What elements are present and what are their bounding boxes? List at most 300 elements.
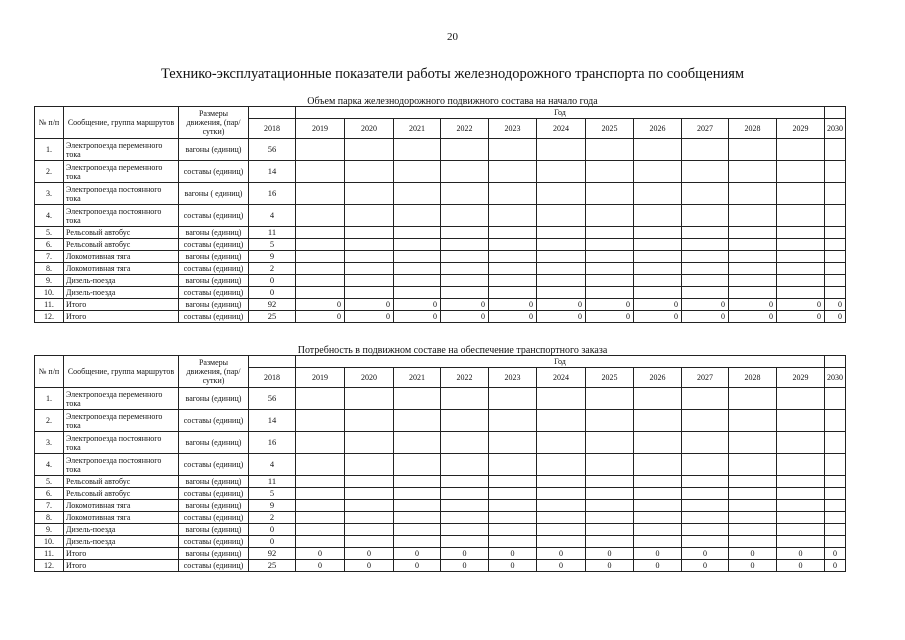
row-value-2025 bbox=[586, 512, 634, 524]
row-number: 2. bbox=[35, 410, 64, 432]
row-value-2021 bbox=[394, 251, 441, 263]
row-value-2027 bbox=[682, 287, 729, 299]
row-number: 8. bbox=[35, 263, 64, 275]
row-value-2021 bbox=[394, 161, 441, 183]
row-value-2028 bbox=[729, 227, 777, 239]
row-value-2030 bbox=[825, 139, 846, 161]
row-value-2021 bbox=[394, 432, 441, 454]
row-value-2022: 0 bbox=[441, 548, 489, 560]
table-title: Объем парка железнодорожного подвижного состава на начало года bbox=[307, 96, 598, 107]
row-value-2022 bbox=[441, 488, 489, 500]
row-value-2019 bbox=[296, 239, 345, 251]
row-value-2021 bbox=[394, 488, 441, 500]
table-row bbox=[35, 500, 846, 512]
row-value-2030 bbox=[825, 500, 846, 512]
row-value-2028: 0 bbox=[729, 311, 777, 323]
row-number: 8. bbox=[35, 512, 64, 524]
row-unit: вагоны (единиц) bbox=[179, 227, 249, 239]
row-value-2025 bbox=[586, 239, 634, 251]
row-value-2029: 0 bbox=[777, 548, 825, 560]
row-route-group: Дизель-поезда bbox=[64, 287, 179, 299]
row-value-2025 bbox=[586, 275, 634, 287]
row-value-2030 bbox=[825, 536, 846, 548]
row-value-2029 bbox=[777, 263, 825, 275]
table-row bbox=[35, 488, 846, 500]
row-number: 10. bbox=[35, 287, 64, 299]
row-value-2022 bbox=[441, 476, 489, 488]
row-value-2019 bbox=[296, 275, 345, 287]
row-value-2030 bbox=[825, 251, 846, 263]
row-unit: вагоны (единиц) bbox=[179, 476, 249, 488]
row-value-2027 bbox=[682, 488, 729, 500]
column-header-year-group: Год bbox=[296, 356, 825, 368]
row-value-2020 bbox=[345, 500, 394, 512]
row-value-2027 bbox=[682, 432, 729, 454]
row-value-2019 bbox=[296, 500, 345, 512]
row-value-2024 bbox=[537, 488, 586, 500]
table-row bbox=[35, 512, 846, 524]
row-value-2019 bbox=[296, 161, 345, 183]
row-value-2026 bbox=[634, 410, 682, 432]
row-value-2022 bbox=[441, 227, 489, 239]
year-header-2020: 2020 bbox=[345, 368, 394, 388]
row-value-2025 bbox=[586, 388, 634, 410]
row-value-2028: 0 bbox=[729, 548, 777, 560]
row-value-2019 bbox=[296, 205, 345, 227]
row-unit: составы (единиц) bbox=[179, 311, 249, 323]
row-value-2023 bbox=[489, 488, 537, 500]
year-header-2022: 2022 bbox=[441, 119, 489, 139]
column-header-year-group: Год bbox=[296, 107, 825, 119]
row-unit: составы (единиц) bbox=[179, 205, 249, 227]
row-value-2021: 0 bbox=[394, 299, 441, 311]
row-value-2018: 25 bbox=[249, 311, 296, 323]
row-value-2029 bbox=[777, 500, 825, 512]
table-row bbox=[35, 454, 846, 476]
row-value-2021: 0 bbox=[394, 311, 441, 323]
row-value-2021 bbox=[394, 388, 441, 410]
row-value-2022: 0 bbox=[441, 560, 489, 572]
row-route-group: Дизель-поезда bbox=[64, 275, 179, 287]
row-value-2022 bbox=[441, 536, 489, 548]
row-value-2020 bbox=[345, 227, 394, 239]
row-value-2027: 0 bbox=[682, 299, 729, 311]
column-header-base-year-spacer bbox=[249, 107, 296, 119]
row-value-2027: 0 bbox=[682, 560, 729, 572]
row-value-2030 bbox=[825, 432, 846, 454]
row-value-2018: 0 bbox=[249, 287, 296, 299]
row-value-2028 bbox=[729, 161, 777, 183]
row-value-2030 bbox=[825, 410, 846, 432]
row-value-2020 bbox=[345, 536, 394, 548]
row-value-2024: 0 bbox=[537, 311, 586, 323]
row-route-group: Электропоезда переменного тока bbox=[64, 139, 179, 161]
row-value-2027: 0 bbox=[682, 548, 729, 560]
row-value-2019: 0 bbox=[296, 311, 345, 323]
row-value-2030 bbox=[825, 275, 846, 287]
row-value-2030 bbox=[825, 488, 846, 500]
row-value-2027 bbox=[682, 454, 729, 476]
table-row bbox=[35, 161, 846, 183]
row-value-2025 bbox=[586, 287, 634, 299]
row-value-2028 bbox=[729, 388, 777, 410]
row-value-2023 bbox=[489, 454, 537, 476]
row-value-2018: 0 bbox=[249, 275, 296, 287]
row-value-2026: 0 bbox=[634, 548, 682, 560]
row-value-2019 bbox=[296, 227, 345, 239]
row-number: 6. bbox=[35, 488, 64, 500]
row-value-2029: 0 bbox=[777, 560, 825, 572]
row-value-2023 bbox=[489, 512, 537, 524]
row-value-2029 bbox=[777, 536, 825, 548]
row-value-2021 bbox=[394, 239, 441, 251]
row-value-2022 bbox=[441, 251, 489, 263]
row-value-2029 bbox=[777, 251, 825, 263]
year-header-2026: 2026 bbox=[634, 368, 682, 388]
column-header-last-spacer bbox=[825, 356, 846, 368]
row-value-2021 bbox=[394, 275, 441, 287]
table-row bbox=[35, 275, 846, 287]
column-header-group: Сообщение, группа маршрутов bbox=[64, 356, 179, 388]
row-value-2020 bbox=[345, 275, 394, 287]
row-unit: вагоны (единиц) bbox=[179, 275, 249, 287]
document-title: Технико-эксплуатационные показатели работы железнодорожного транспорта по сообщениям bbox=[160, 66, 745, 82]
row-value-2029: 0 bbox=[777, 299, 825, 311]
row-value-2022 bbox=[441, 263, 489, 275]
table-row bbox=[35, 536, 846, 548]
row-value-2026 bbox=[634, 500, 682, 512]
row-route-group: Электропоезда переменного тока bbox=[64, 410, 179, 432]
row-value-2028: 0 bbox=[729, 299, 777, 311]
row-number: 11. bbox=[35, 548, 64, 560]
row-value-2023: 0 bbox=[489, 311, 537, 323]
row-unit: составы (единиц) bbox=[179, 161, 249, 183]
row-value-2025: 0 bbox=[586, 560, 634, 572]
row-unit: вагоны ( единиц) bbox=[179, 183, 249, 205]
row-value-2020 bbox=[345, 476, 394, 488]
row-value-2021 bbox=[394, 524, 441, 536]
year-header-2030: 2030 bbox=[825, 119, 846, 139]
row-value-2021 bbox=[394, 454, 441, 476]
row-route-group: Рельсовый автобус bbox=[64, 227, 179, 239]
row-value-2020: 0 bbox=[345, 548, 394, 560]
row-value-2028 bbox=[729, 500, 777, 512]
row-value-2024: 0 bbox=[537, 548, 586, 560]
row-value-2026 bbox=[634, 239, 682, 251]
row-value-2025 bbox=[586, 183, 634, 205]
row-value-2024 bbox=[537, 263, 586, 275]
year-header-2024: 2024 bbox=[537, 119, 586, 139]
row-value-2018: 14 bbox=[249, 410, 296, 432]
row-route-group: Итого bbox=[64, 548, 179, 560]
row-value-2022 bbox=[441, 512, 489, 524]
row-value-2020 bbox=[345, 512, 394, 524]
row-value-2030 bbox=[825, 183, 846, 205]
row-route-group: Электропоезда переменного тока bbox=[64, 161, 179, 183]
row-value-2024 bbox=[537, 524, 586, 536]
column-header-last-spacer bbox=[825, 107, 846, 119]
row-value-2019: 0 bbox=[296, 548, 345, 560]
row-route-group: Электропоезда переменного тока bbox=[64, 388, 179, 410]
row-unit: составы (единиц) bbox=[179, 239, 249, 251]
row-value-2028 bbox=[729, 524, 777, 536]
row-value-2029 bbox=[777, 205, 825, 227]
year-header-2020: 2020 bbox=[345, 119, 394, 139]
row-value-2022 bbox=[441, 183, 489, 205]
row-value-2025 bbox=[586, 476, 634, 488]
row-route-group: Рельсовый автобус bbox=[64, 476, 179, 488]
row-value-2021 bbox=[394, 536, 441, 548]
row-value-2021 bbox=[394, 205, 441, 227]
row-value-2028 bbox=[729, 454, 777, 476]
row-value-2024 bbox=[537, 139, 586, 161]
row-value-2028 bbox=[729, 476, 777, 488]
row-value-2027 bbox=[682, 161, 729, 183]
row-unit: вагоны (единиц) bbox=[179, 500, 249, 512]
row-value-2030 bbox=[825, 512, 846, 524]
row-value-2020 bbox=[345, 251, 394, 263]
row-value-2030: 0 bbox=[825, 311, 846, 323]
row-value-2019 bbox=[296, 251, 345, 263]
row-value-2029 bbox=[777, 410, 825, 432]
row-value-2028 bbox=[729, 275, 777, 287]
row-value-2027 bbox=[682, 275, 729, 287]
row-value-2022: 0 bbox=[441, 299, 489, 311]
row-value-2018: 92 bbox=[249, 299, 296, 311]
row-value-2026 bbox=[634, 476, 682, 488]
row-route-group: Электропоезда постоянного тока bbox=[64, 432, 179, 454]
row-value-2029 bbox=[777, 524, 825, 536]
row-value-2020 bbox=[345, 388, 394, 410]
row-number: 1. bbox=[35, 139, 64, 161]
row-value-2022 bbox=[441, 432, 489, 454]
row-route-group: Рельсовый автобус bbox=[64, 239, 179, 251]
row-value-2023 bbox=[489, 287, 537, 299]
row-value-2024 bbox=[537, 251, 586, 263]
row-value-2029 bbox=[777, 454, 825, 476]
row-value-2024 bbox=[537, 410, 586, 432]
row-value-2022 bbox=[441, 388, 489, 410]
row-value-2021: 0 bbox=[394, 560, 441, 572]
row-value-2020 bbox=[345, 239, 394, 251]
row-value-2023 bbox=[489, 183, 537, 205]
row-value-2019 bbox=[296, 388, 345, 410]
row-route-group: Локомотивная тяга bbox=[64, 251, 179, 263]
row-value-2024 bbox=[537, 432, 586, 454]
row-number: 2. bbox=[35, 161, 64, 183]
table-title: Потребность в подвижном составе на обеспечение транспортного заказа bbox=[297, 345, 608, 356]
year-header-2023: 2023 bbox=[489, 368, 537, 388]
row-value-2020 bbox=[345, 161, 394, 183]
row-value-2022 bbox=[441, 287, 489, 299]
row-value-2026 bbox=[634, 536, 682, 548]
year-header-2019: 2019 bbox=[296, 368, 345, 388]
row-value-2025 bbox=[586, 500, 634, 512]
table-row bbox=[35, 524, 846, 536]
row-value-2026 bbox=[634, 183, 682, 205]
year-header-2021: 2021 bbox=[394, 368, 441, 388]
row-value-2023 bbox=[489, 500, 537, 512]
row-value-2029 bbox=[777, 512, 825, 524]
year-header-2024: 2024 bbox=[537, 368, 586, 388]
year-header-2025: 2025 bbox=[586, 119, 634, 139]
row-value-2018: 14 bbox=[249, 161, 296, 183]
row-value-2019 bbox=[296, 263, 345, 275]
rolling-stock-demand-table bbox=[34, 355, 846, 572]
year-header-2026: 2026 bbox=[634, 119, 682, 139]
row-value-2025 bbox=[586, 205, 634, 227]
row-value-2030 bbox=[825, 454, 846, 476]
row-value-2029 bbox=[777, 183, 825, 205]
table-row bbox=[35, 410, 846, 432]
row-value-2024 bbox=[537, 287, 586, 299]
table-row bbox=[35, 476, 846, 488]
row-number: 7. bbox=[35, 251, 64, 263]
row-value-2029 bbox=[777, 139, 825, 161]
row-value-2021 bbox=[394, 500, 441, 512]
row-value-2029 bbox=[777, 476, 825, 488]
row-value-2025 bbox=[586, 410, 634, 432]
row-value-2026 bbox=[634, 161, 682, 183]
row-value-2030 bbox=[825, 287, 846, 299]
row-value-2026 bbox=[634, 139, 682, 161]
row-value-2022 bbox=[441, 500, 489, 512]
column-header-num: № п/п bbox=[35, 107, 64, 139]
row-value-2025 bbox=[586, 161, 634, 183]
table-row bbox=[35, 388, 846, 410]
row-value-2027 bbox=[682, 536, 729, 548]
row-value-2019 bbox=[296, 524, 345, 536]
row-value-2018: 92 bbox=[249, 548, 296, 560]
row-value-2021 bbox=[394, 476, 441, 488]
row-value-2019 bbox=[296, 432, 345, 454]
row-value-2024: 0 bbox=[537, 560, 586, 572]
row-unit: вагоны (единиц) bbox=[179, 524, 249, 536]
row-value-2020: 0 bbox=[345, 560, 394, 572]
row-value-2027 bbox=[682, 227, 729, 239]
row-value-2021: 0 bbox=[394, 548, 441, 560]
row-value-2028 bbox=[729, 536, 777, 548]
year-header-2021: 2021 bbox=[394, 119, 441, 139]
row-unit: вагоны (единиц) bbox=[179, 548, 249, 560]
row-number: 6. bbox=[35, 239, 64, 251]
row-value-2019 bbox=[296, 454, 345, 476]
row-value-2029 bbox=[777, 388, 825, 410]
row-value-2026 bbox=[634, 275, 682, 287]
row-value-2018: 4 bbox=[249, 205, 296, 227]
row-value-2028 bbox=[729, 139, 777, 161]
row-value-2018: 11 bbox=[249, 476, 296, 488]
row-number: 3. bbox=[35, 432, 64, 454]
row-value-2020 bbox=[345, 263, 394, 275]
row-value-2029 bbox=[777, 432, 825, 454]
year-header-2018: 2018 bbox=[249, 368, 296, 388]
row-unit: вагоны (единиц) bbox=[179, 432, 249, 454]
table-row bbox=[35, 183, 846, 205]
row-value-2027 bbox=[682, 205, 729, 227]
row-value-2023 bbox=[489, 161, 537, 183]
row-value-2030 bbox=[825, 205, 846, 227]
row-value-2026 bbox=[634, 287, 682, 299]
table-row bbox=[35, 432, 846, 454]
row-value-2023 bbox=[489, 227, 537, 239]
table-row bbox=[35, 263, 846, 275]
row-value-2022 bbox=[441, 410, 489, 432]
row-value-2025 bbox=[586, 536, 634, 548]
row-value-2018: 0 bbox=[249, 536, 296, 548]
row-unit: вагоны (единиц) bbox=[179, 388, 249, 410]
row-value-2029 bbox=[777, 287, 825, 299]
row-value-2027 bbox=[682, 139, 729, 161]
row-value-2027 bbox=[682, 512, 729, 524]
year-header-2028: 2028 bbox=[729, 119, 777, 139]
row-value-2029 bbox=[777, 227, 825, 239]
row-value-2021 bbox=[394, 263, 441, 275]
row-value-2026 bbox=[634, 454, 682, 476]
row-value-2023: 0 bbox=[489, 299, 537, 311]
row-value-2021 bbox=[394, 139, 441, 161]
row-value-2024 bbox=[537, 454, 586, 476]
row-value-2019 bbox=[296, 476, 345, 488]
header-row bbox=[35, 107, 846, 119]
row-value-2023 bbox=[489, 139, 537, 161]
row-value-2023 bbox=[489, 524, 537, 536]
row-value-2020 bbox=[345, 454, 394, 476]
year-header-2027: 2027 bbox=[682, 368, 729, 388]
row-value-2018: 16 bbox=[249, 183, 296, 205]
table-row bbox=[35, 251, 846, 263]
row-number: 5. bbox=[35, 227, 64, 239]
row-value-2023 bbox=[489, 432, 537, 454]
row-value-2018: 4 bbox=[249, 454, 296, 476]
row-value-2020 bbox=[345, 432, 394, 454]
year-header-2019: 2019 bbox=[296, 119, 345, 139]
year-header-2022: 2022 bbox=[441, 368, 489, 388]
year-header-2029: 2029 bbox=[777, 119, 825, 139]
row-number: 11. bbox=[35, 299, 64, 311]
year-header-2028: 2028 bbox=[729, 368, 777, 388]
row-value-2023 bbox=[489, 239, 537, 251]
row-value-2019 bbox=[296, 139, 345, 161]
row-unit: вагоны (единиц) bbox=[179, 139, 249, 161]
row-value-2020 bbox=[345, 524, 394, 536]
row-value-2020 bbox=[345, 287, 394, 299]
row-value-2028 bbox=[729, 488, 777, 500]
column-header-num: № п/п bbox=[35, 356, 64, 388]
row-value-2030 bbox=[825, 161, 846, 183]
year-header-2030: 2030 bbox=[825, 368, 846, 388]
row-value-2021 bbox=[394, 410, 441, 432]
year-header-2029: 2029 bbox=[777, 368, 825, 388]
row-value-2024: 0 bbox=[537, 299, 586, 311]
table-row bbox=[35, 287, 846, 299]
row-number: 4. bbox=[35, 205, 64, 227]
row-value-2022 bbox=[441, 275, 489, 287]
row-value-2030 bbox=[825, 476, 846, 488]
row-value-2028 bbox=[729, 287, 777, 299]
row-unit: составы (единиц) bbox=[179, 560, 249, 572]
rolling-stock-fleet-table bbox=[34, 106, 846, 323]
row-value-2026 bbox=[634, 512, 682, 524]
row-value-2029 bbox=[777, 239, 825, 251]
row-unit: составы (единиц) bbox=[179, 263, 249, 275]
row-value-2018: 9 bbox=[249, 500, 296, 512]
row-number: 1. bbox=[35, 388, 64, 410]
row-value-2025 bbox=[586, 432, 634, 454]
row-value-2028: 0 bbox=[729, 560, 777, 572]
row-value-2018: 9 bbox=[249, 251, 296, 263]
row-number: 12. bbox=[35, 560, 64, 572]
